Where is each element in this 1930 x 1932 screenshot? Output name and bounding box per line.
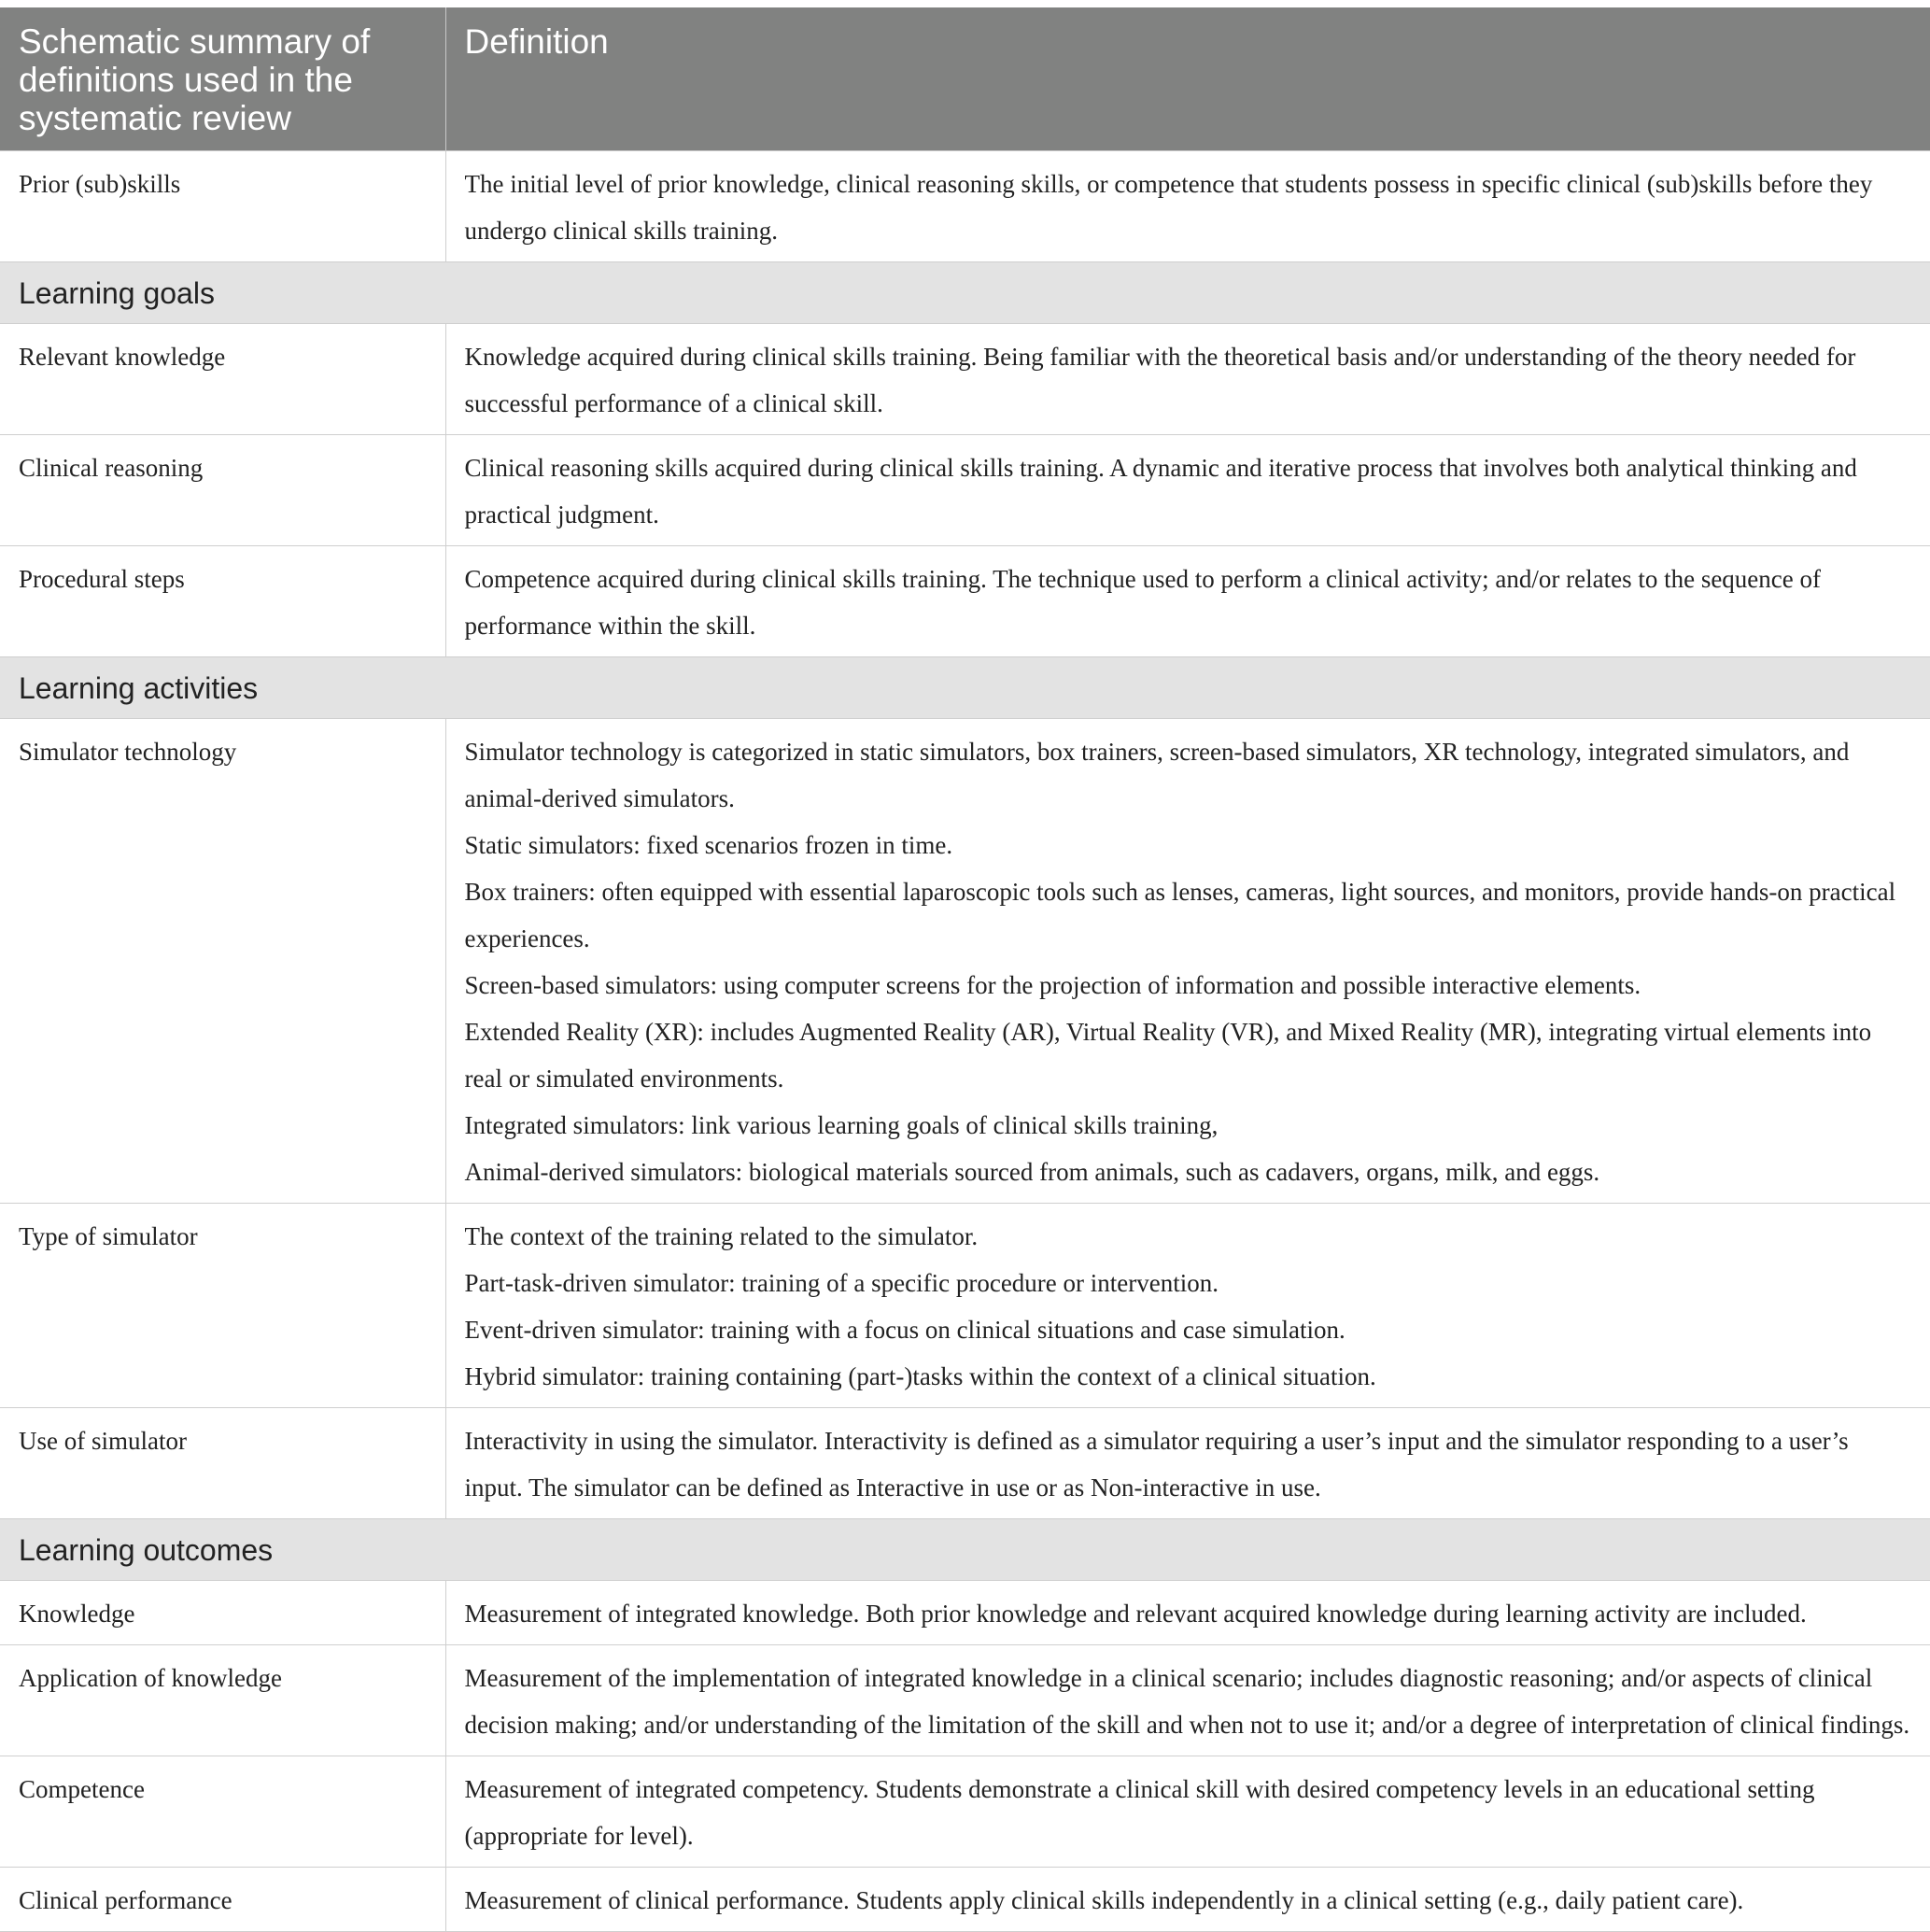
header-definition-column: Definition — [445, 7, 1930, 151]
row-definition — [445, 1645, 1930, 1756]
definition-line: The initial level of prior knowledge, clinical reasoning skills, or competence that students possess in specific clinical (sub)skills before they undergo clinical skills training. — [464, 170, 1873, 245]
row-definition — [445, 435, 1930, 546]
row-definition — [445, 1408, 1930, 1519]
row-label: Knowledge — [0, 1581, 445, 1645]
definition-line: Part-task-driven simulator: training of a specific procedure or intervention. — [464, 1269, 1219, 1297]
definition-line: Hybrid simulator: training containing (part-)tasks within the context of a clinical situation. — [464, 1362, 1376, 1390]
table-row-relevant-knowledge — [0, 324, 1930, 435]
definition-line: Measurement of clinical performance. Students apply clinical skills independently in a clinical setting (e.g., daily patient care). — [464, 1886, 1744, 1914]
table-row-type-of-simulator — [0, 1204, 1930, 1408]
table-row-application-of-knowledge — [0, 1645, 1930, 1756]
table-row-simulator-technology — [0, 719, 1930, 1204]
definition-line: Static simulators: fixed scenarios frozen in time. — [464, 831, 953, 859]
definition-line: Simulator technology is categorized in static simulators, box trainers, screen-based simulators, XR technology, integrated simulators, and animal-derived simulators. — [464, 738, 1850, 812]
definition-line: Animal-derived simulators: biological materials sourced from animals, such as cadavers, organs, milk, and eggs. — [464, 1158, 1600, 1186]
row-label: Relevant knowledge — [0, 324, 445, 435]
definition-line: Clinical reasoning skills acquired during clinical skills training. A dynamic and iterative process that involves both analytical thinking and practical judgment. — [464, 454, 1857, 529]
row-label: Clinical reasoning — [0, 435, 445, 546]
row-label: Competence — [0, 1756, 445, 1868]
table-header — [0, 7, 1930, 151]
table-row-competence — [0, 1756, 1930, 1868]
section-heading: Learning outcomes — [0, 1519, 1930, 1581]
row-label: Simulator technology — [0, 719, 445, 1204]
definition-line: Knowledge acquired during clinical skills training. Being familiar with the theoretical basis and/or understanding of the theory needed for successful performance of a clinical skill. — [464, 343, 1856, 417]
definition-line: Screen-based simulators: using computer screens for the projection of information and possible interactive elements. — [464, 971, 1641, 999]
table-row-use-of-simulator — [0, 1408, 1930, 1519]
table-row-clinical-performance — [0, 1868, 1930, 1932]
row-definition — [445, 1581, 1930, 1645]
definition-line: Competence acquired during clinical skills training. The technique used to perform a clinical activity; and/or relates to the sequence of performance within the skill. — [464, 565, 1822, 640]
row-definition — [445, 151, 1930, 262]
row-definition — [445, 719, 1930, 1204]
row-definition — [445, 1868, 1930, 1932]
header-summary-column: Schematic summary of definitions used in the systematic review — [0, 7, 445, 151]
definition-line: Measurement of integrated competency. Students demonstrate a clinical skill with desired competency levels in an educational setting (appropriate for level). — [464, 1775, 1815, 1850]
row-definition — [445, 546, 1930, 657]
table-row-clinical-reasoning — [0, 435, 1930, 546]
definition-line: Interactivity in using the simulator. Interactivity is defined as a simulator requiring a user’s input and the simulator responding to a user’s input. The simulator can be defined as Interactive in use or as Non-interactive in use. — [464, 1427, 1849, 1502]
row-label: Use of simulator — [0, 1408, 445, 1519]
section-heading: Learning goals — [0, 262, 1930, 324]
section-heading: Learning activities — [0, 657, 1930, 719]
row-definition — [445, 324, 1930, 435]
table-row-procedural-steps — [0, 546, 1930, 657]
definition-line: Measurement of integrated knowledge. Both prior knowledge and relevant acquired knowledge during learning activity are included. — [464, 1600, 1807, 1628]
definitions-table — [0, 7, 1930, 1932]
row-label: Prior (sub)skills — [0, 151, 445, 262]
definition-line: Integrated simulators: link various learning goals of clinical skills training, — [464, 1111, 1219, 1139]
row-label: Procedural steps — [0, 546, 445, 657]
table-row-knowledge — [0, 1581, 1930, 1645]
definition-line: Box trainers: often equipped with essential laparoscopic tools such as lenses, cameras, light sources, and monitors, provide hands-on practical experiences. — [464, 878, 1896, 952]
row-definition — [445, 1756, 1930, 1868]
row-label: Clinical performance — [0, 1868, 445, 1932]
table-row-prior-subskills — [0, 151, 1930, 262]
definition-line: The context of the training related to the simulator. — [464, 1222, 979, 1250]
section-row-learning-outcomes — [0, 1519, 1930, 1581]
definition-line: Measurement of the implementation of integrated knowledge in a clinical scenario; includes diagnostic reasoning; and/or aspects of clinical decision making; and/or understanding of the limitation of the skill and when not to use it; and/or a degree of interpretation of clinical findings. — [464, 1664, 1910, 1739]
row-label: Type of simulator — [0, 1204, 445, 1408]
table-body — [0, 151, 1930, 1932]
definition-line: Extended Reality (XR): includes Augmented Reality (AR), Virtual Reality (VR), and Mixed Reality (MR), integrating virtual elements into real or simulated environments. — [464, 1018, 1872, 1093]
definition-line: Event-driven simulator: training with a focus on clinical situations and case simulation. — [464, 1316, 1345, 1344]
section-row-learning-goals — [0, 262, 1930, 324]
header-row — [0, 7, 1930, 151]
row-definition — [445, 1204, 1930, 1408]
row-label: Application of knowledge — [0, 1645, 445, 1756]
section-row-learning-activities — [0, 657, 1930, 719]
